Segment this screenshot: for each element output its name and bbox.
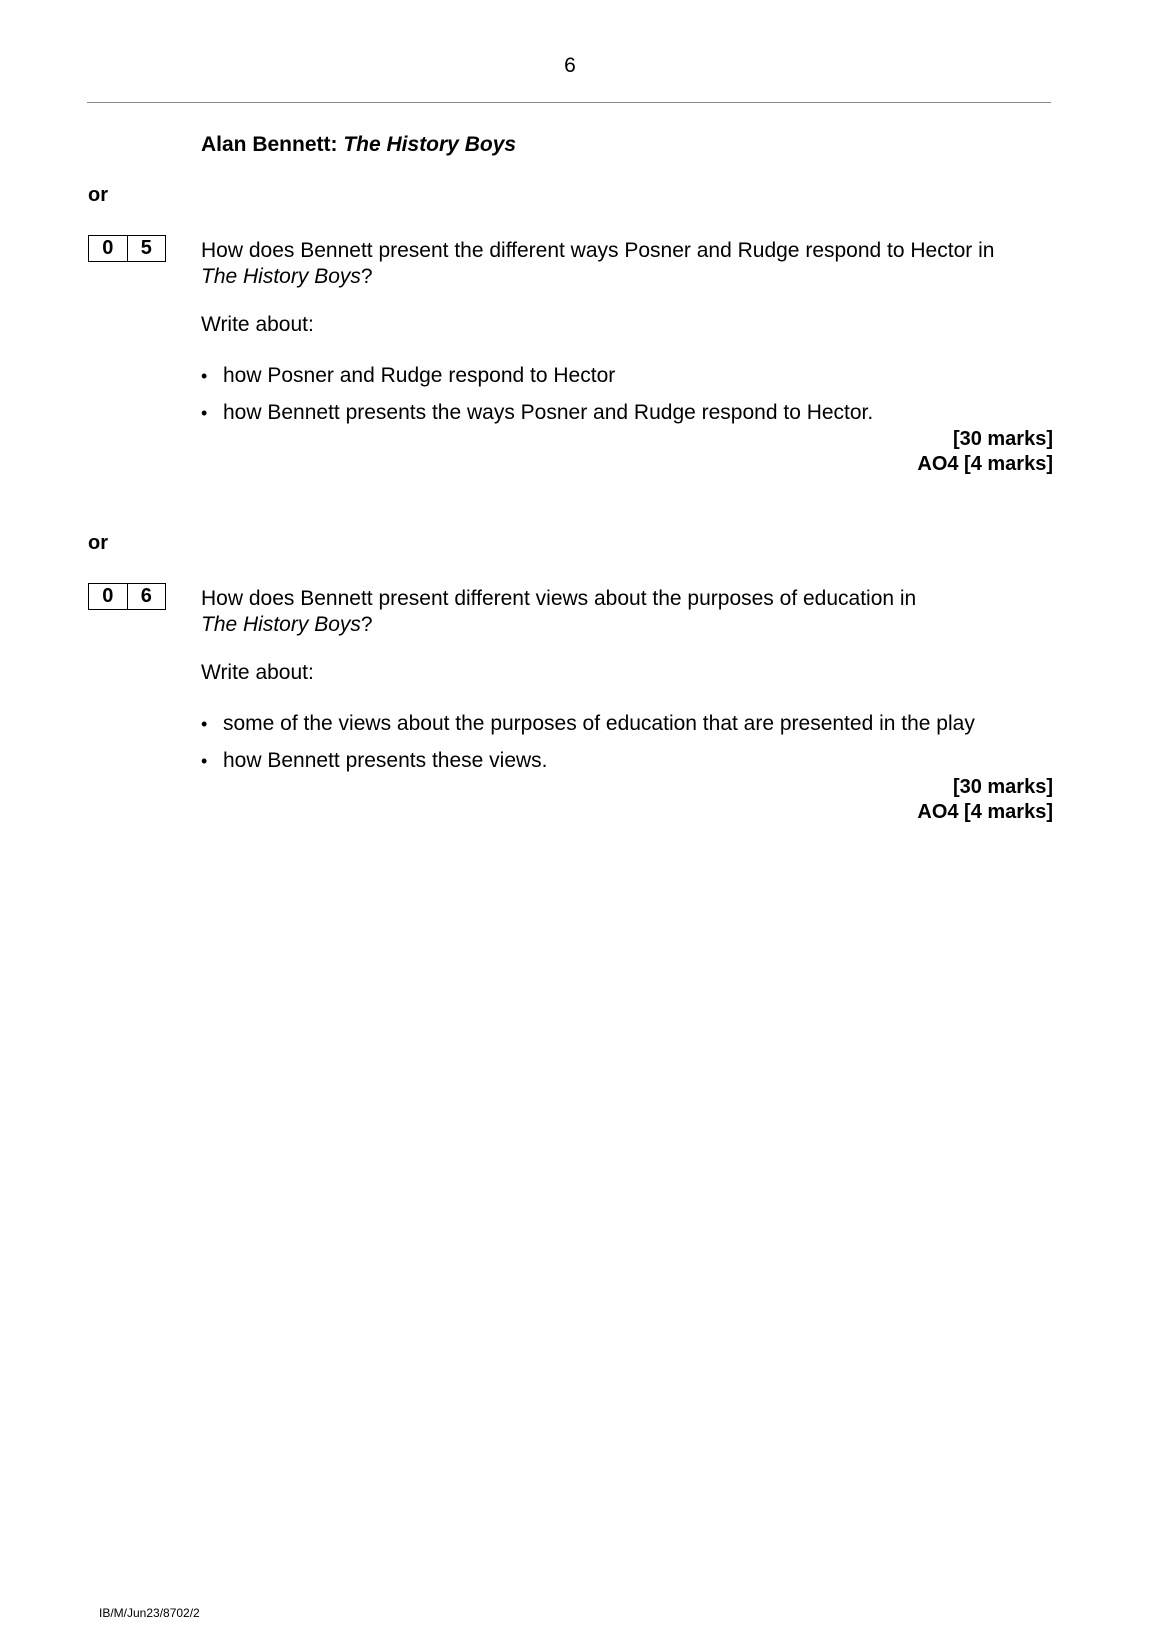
question-digit: 0 [102,585,114,607]
bullet-icon: • [201,366,208,386]
marks-total: [30 marks] [952,428,1053,450]
page-number: 6 [564,54,576,77]
question-digit: 5 [127,236,166,261]
write-about-label-06: Write about: [201,661,314,684]
header-rule [87,102,1051,103]
bullet-icon: • [201,403,208,423]
question-number-box-05 [88,235,166,262]
question-text-end: ? [360,613,373,636]
or-label-q06: or [88,532,108,554]
bullet-item-05-1 [201,364,615,388]
bullet-item-05-2 [201,401,873,425]
bullet-icon: • [201,751,208,771]
marks-allocation-05 [917,427,1053,477]
bullet-text: how Bennett presents the ways Posner and Rudge respond to Hector. [223,401,874,424]
section-author: Alan Bennett: [201,133,344,156]
question-digit: 0 [102,237,114,259]
bullet-text: how Posner and Rudge respond to Hector [223,364,616,387]
question-number-box-06 [88,583,166,610]
marks-allocation-06 [917,775,1053,825]
or-label-q05: or [88,184,108,206]
question-text-06 [201,586,1051,638]
marks-ao4: AO4 [4 marks] [917,453,1053,475]
question-text-start: How does Bennett present different views about the purposes of education in [201,587,917,610]
question-text-start: How does Bennett present the different ways Posner and Rudge respond to Hector in [201,239,995,262]
bullet-text: some of the views about the purposes of education that are presented in the play [223,712,975,735]
marks-total: [30 marks] [952,776,1053,798]
question-digit: 6 [127,584,166,609]
bullet-item-06-2 [201,749,548,773]
bullet-text: how Bennett presents these views. [223,749,548,772]
section-title [201,133,516,157]
section-work-title: The History Boys [343,133,517,156]
footer-reference: IB/M/Jun23/8702/2 [99,1606,200,1620]
question-text-title: The History Boys [201,265,361,288]
question-text-05 [201,238,1051,290]
question-text-title: The History Boys [201,613,361,636]
write-about-label-05: Write about: [201,313,314,336]
question-text-end: ? [360,265,373,288]
bullet-icon: • [201,714,208,734]
marks-ao4: AO4 [4 marks] [917,801,1053,823]
bullet-item-06-1 [201,712,975,736]
